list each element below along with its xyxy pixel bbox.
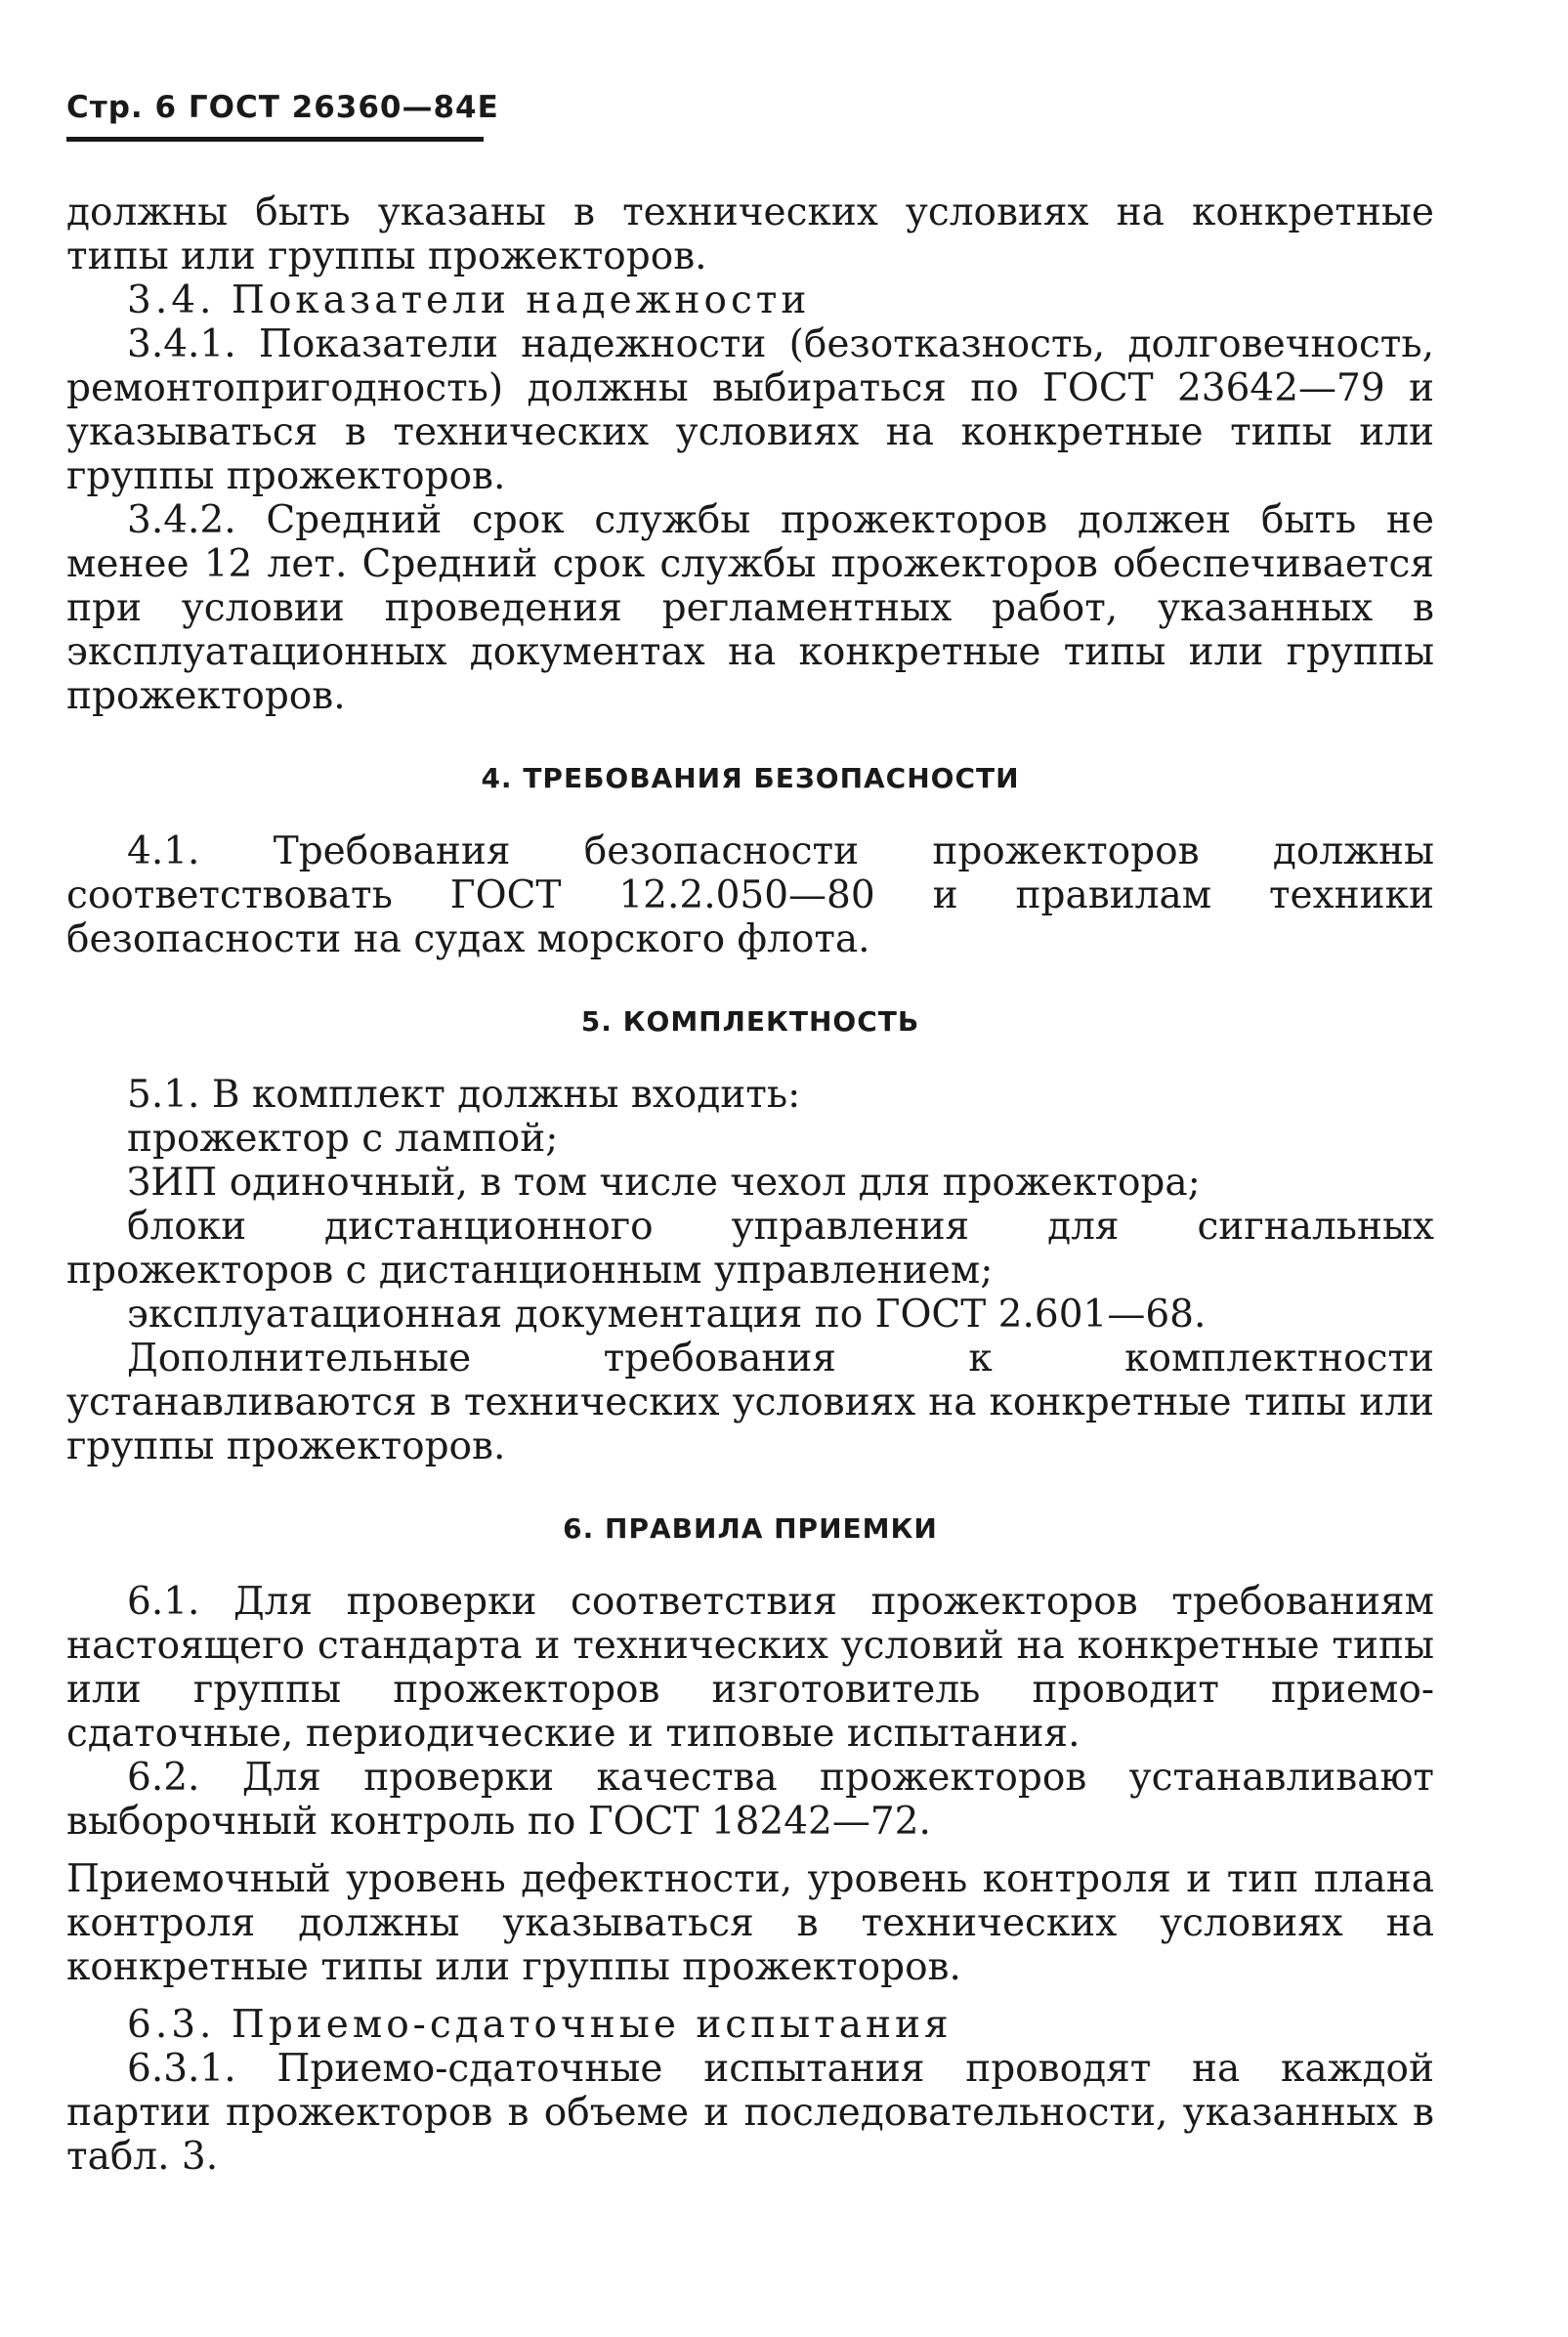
list-item: блоки дистанционного управления для сигнальных прожекторов с дистанционным управлением; (66, 1205, 1434, 1293)
section-heading-4: 4. ТРЕБОВАНИЯ БЕЗОПАСНОСТИ (481, 762, 1020, 794)
paragraph-continuation: должны быть указаны в технических условиях на конкретные типы или группы прожекторов. (66, 191, 1434, 278)
paragraph-4-1: 4.1. Требования безопасности прожекторов должны соответствовать ГОСТ 12.2.050—80 и правилам техники безопасности на судах морского флота. (66, 829, 1434, 961)
header-rule (66, 137, 484, 142)
list-item: ЗИП одиночный, в том числе чехол для прожектора; (127, 1161, 1201, 1205)
paragraph-3-4-2: 3.4.2. Средний срок службы прожекторов должен быть не менее 12 лет. Средний срок службы прожекторов обеспечивается при условии проведения регламентных работ, указанных в эксплуатационных документах на конкретные типы или группы прожекторов. (66, 498, 1434, 718)
list-item: эксплуатационная документация по ГОСТ 2.601—68. (127, 1293, 1207, 1337)
paragraph-6-1: 6.1. Для проверки соответствия прожекторов требованиям настоящего стандарта и технических условий на конкретные типы или группы прожекторов изготовитель проводит приемо-сдаточные, периодические и типовые испытания. (66, 1580, 1434, 1756)
paragraph-5-1-note: Дополнительные требования к комплектности устанавливаются в технических условиях на конкретные типы или группы прожекторов. (66, 1337, 1434, 1468)
section-heading-5: 5. КОМПЛЕКТНОСТЬ (580, 1005, 920, 1038)
paragraph-3-4-1: 3.4.1. Показатели надежности (безотказность, долговечность, ремонтопригодность) должны выбираться по ГОСТ 23642—79 и указываться в технических условиях на конкретные типы или группы прожекторов. (66, 322, 1434, 498)
document-body (66, 191, 1434, 2179)
page-header: Стр. 6 ГОСТ 26360—84Е (66, 90, 499, 125)
section-heading-6: 6. ПРАВИЛА ПРИЕМКИ (563, 1512, 938, 1545)
paragraph-6-2-b: Приемочный уровень дефектности, уровень контроля и тип плана контроля должны указываться в технических условиях на конкретные типы или группы прожекторов. (66, 1857, 1434, 1989)
list-item: прожектор с лампой; (127, 1117, 559, 1161)
paragraph-5-1: 5.1. В комплект должны входить: (127, 1073, 801, 1117)
paragraph-6-3-1: 6.3.1. Приемо-сдаточные испытания проводят на каждой партии прожекторов в объеме и последовательности, указанных в табл. 3. (66, 2047, 1434, 2179)
subsection-3-4-title: 3.4. Показатели надежности (127, 278, 811, 322)
paragraph-6-2: 6.2. Для проверки качества прожекторов устанавливают выборочный контроль по ГОСТ 18242—72. (66, 1756, 1434, 1844)
subsection-6-3-title: 6.3. Приемо-сдаточные испытания (127, 2003, 953, 2047)
